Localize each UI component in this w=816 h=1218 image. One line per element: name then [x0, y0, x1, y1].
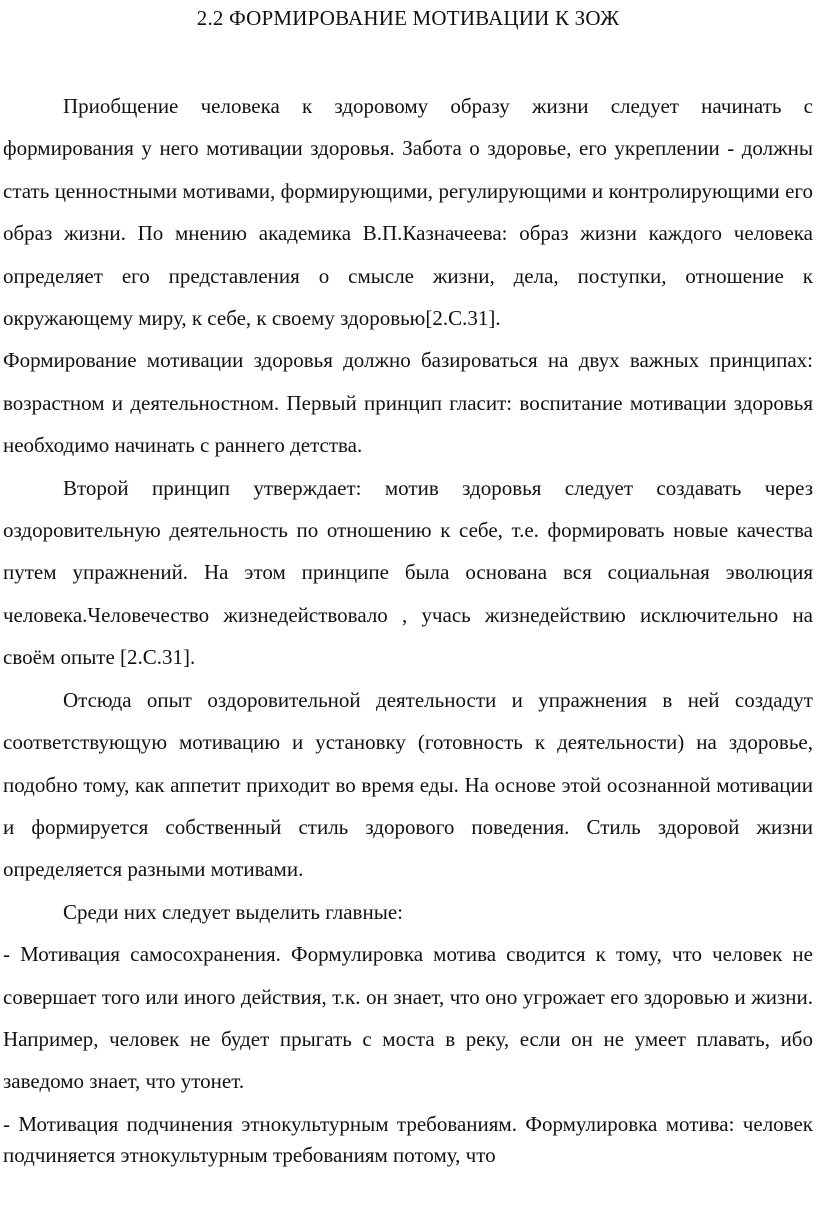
- document-title: 2.2 ФОРМИРОВАНИЕ МОТИВАЦИИ К ЗОЖ: [196, 6, 620, 30]
- paragraph: Приобщение человека к здоровому образу жизни следует начинать с формирования у него мотивации здоровья. Забота о здоровье, его укреплении - должны стать ценностными мотивами, формирующими, регулирующими и контролирующими его образ жизни. По мнению академика В.П.Казначеева: образ жизни каждого человека определяет его представления о смысле жизни, дела, поступки, отношение к окружающему миру, к себе, к своему здоровью[2.С.31].: [3, 94, 813, 331]
- document-body: [3, 85, 813, 1171]
- list-item: - Мотивация подчинения этнокультурным требованиям. Формулировка мотива: человек подчиняется этнокультурным требованиям потому, что: [3, 1111, 813, 1167]
- paragraph: Формирование мотивации здоровья должно базироваться на двух важных принципах: возрастном и деятельностном. Первый принцип гласит: воспитание мотивации здоровья необходимо начинать с раннего детства.: [3, 348, 813, 458]
- paragraph: Отсюда опыт оздоровительной деятельности и упражнения в ней создадут соответствующую мотивацию и установку (готовность к деятельности) на здоровье, подобно тому, как аппетит приходит во время еды. На основе этой осознанной мотивации и формируется собственный стиль здорового поведения. Стиль здоровой жизни определяется разными мотивами.: [3, 687, 813, 882]
- paragraph: Среди них следует выделить главные:: [63, 899, 403, 924]
- list-item: - Мотивация самосохранения. Формулировка мотива сводится к тому, что человек не совершает того или иного действия, т.к. он знает, что оно угрожает его здоровью и жизни. Например, человек не будет прыгать с моста в реку, если он не умеет плавать, ибо заведомо знает, что утонет.: [3, 942, 813, 1094]
- paragraph: Второй принцип утверждает: мотив здоровья следует создавать через оздоровительную деятельность по отношению к себе, т.е. формировать новые качества путем упражнений. На этом принципе была основана вся социальная эволюция человека.Человечество жизнедействовало , учась жизнедействию исключительно на своём опыте [2.С.31].: [3, 475, 813, 670]
